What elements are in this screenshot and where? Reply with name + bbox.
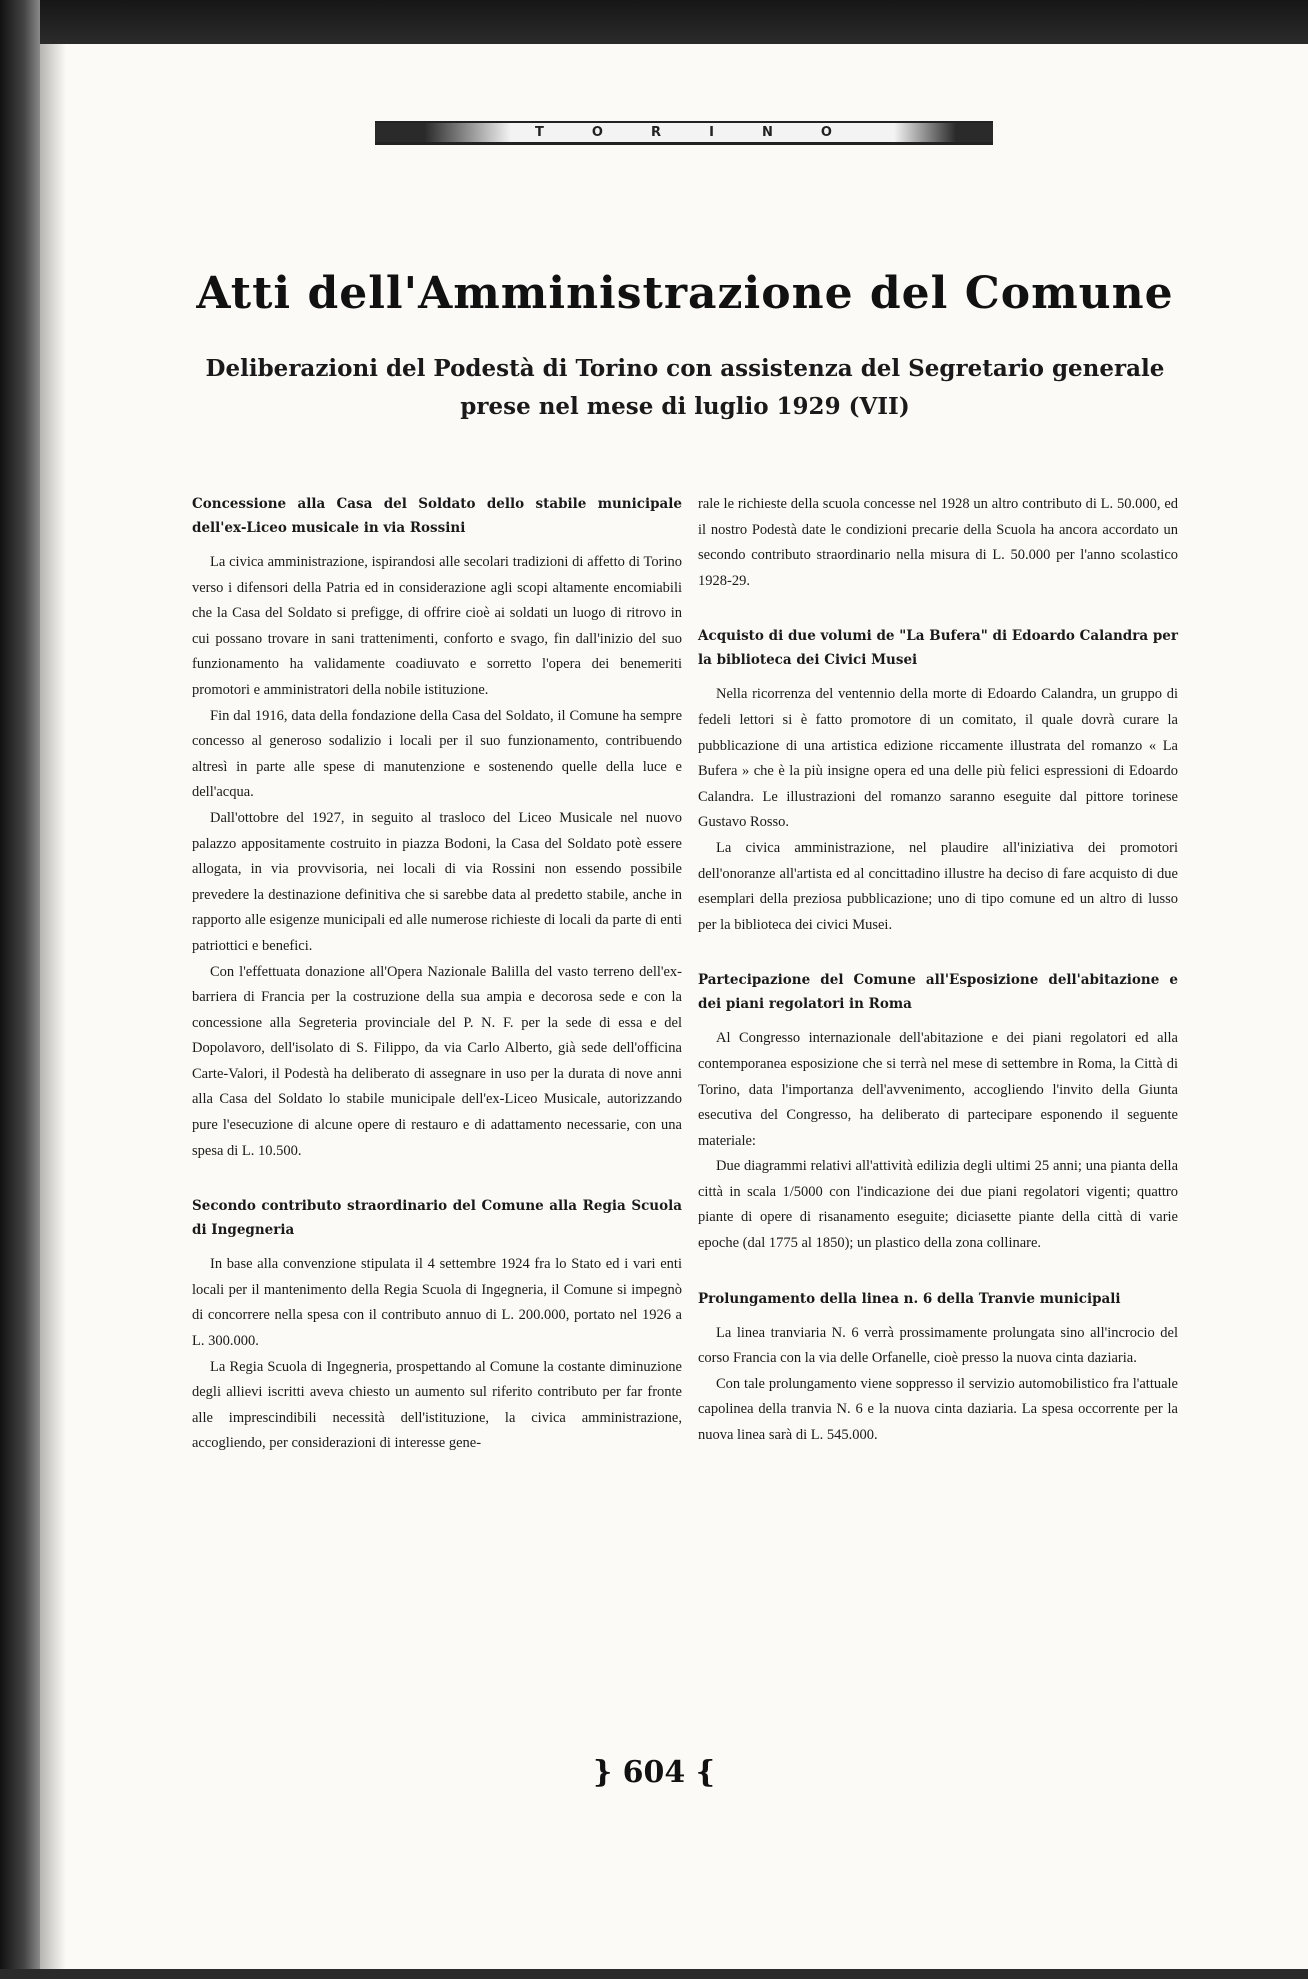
scan-edge-bottom xyxy=(0,1969,1308,1979)
header-letter: O xyxy=(820,125,833,140)
paragraph: La linea tranviaria N. 6 verrà prossimamente prolungata sino all'incrocio del corso Francia con la via delle Orfanelle, cioè presso la nuova cinta daziaria. xyxy=(698,1324,1178,1367)
left-column xyxy=(192,492,682,1457)
section-heading: Secondo contributo straordinario del Comune alla Regia Scuola di Ingegneria xyxy=(192,1198,682,1239)
section-heading: Acquisto di due volumi de "La Bufera" di Edoardo Calandra per la biblioteca dei Civici Musei xyxy=(698,628,1178,669)
paragraph: Con tale prolungamento viene soppresso il servizio automobilistico fra l'attuale capolinea della tranvia N. 6 e la nuova cinta daziaria. La spesa occorrente per la nuova linea sarà di L. 545.000. xyxy=(698,1375,1178,1444)
paragraph: In base alla convenzione stipulata il 4 settembre 1924 fra lo Stato ed i vari enti locali per il mantenimento della Regia Scuola di Ingegneria, il Comune si impegnò di concorrere nella spesa con il contributo annuo di L. 200.000, portato nel 1926 a L. 300.000. xyxy=(192,1256,682,1350)
scan-edge-top xyxy=(0,0,1308,44)
page-subtitle xyxy=(190,350,1180,426)
paragraph: La civica amministrazione, ispirandosi alle secolari tradizioni di affetto di Torino verso i difensori della Patria ed in considerazione agli scopi altamente encomiabili che la Casa del Soldato si prefigge, di offrire cioè ai soldati un luogo di ritrovo in cui possano trovare in sani trattenimenti, conforto e svago, fin dall'inizio del suo funzionamento ha validamente coadiuvato e sorretto l'opera dei benemeriti promotori e amministratori della nobile istituzione. xyxy=(192,554,682,698)
paragraph: Dall'ottobre del 1927, in seguito al trasloco del Liceo Musicale nel nuovo palazzo appositamente costruito in piazza Bodoni, la Casa del Soldato potè essere allogata, in via provvisoria, nei locali di via Rossini non essendo possibile prevedere la destinazione definitiva che si sarebbe data al predetto stabile, anche in rapporto alle esigenze municipali ed alle numerose richieste di locali da parte di enti patriottici e benefici. xyxy=(192,809,682,954)
paragraph: Fin dal 1916, data della fondazione della Casa del Soldato, il Comune ha sempre concesso al generoso sodalizio i locali per il suo funzionamento, contribuendo altresì in parte alle spese di manutenzione e sostenendo quelle della luce e dell'acqua. xyxy=(192,707,682,801)
paragraph: La civica amministrazione, nel plaudire all'iniziativa dei promotori dell'onoranze all'artista ed al concittadino illustre ha deciso di fare acquisto di due esemplari della preziosa pubblicazione; uno di tipo comune ed un altro di lusso per la biblioteca dei civici Musei. xyxy=(698,839,1178,933)
header-band xyxy=(375,121,993,145)
section-heading: Prolungamento della linea n. 6 della Tranvie municipali xyxy=(698,1290,1121,1307)
subtitle-line: Deliberazioni del Podestà di Torino con assistenza del Segretario generale xyxy=(205,355,1165,382)
header-letter: I xyxy=(709,125,715,140)
section-heading: Concessione alla Casa del Soldato dello stabile municipale dell'ex-Liceo musicale in via Rossini xyxy=(192,496,682,536)
right-column xyxy=(698,492,1178,1449)
page-number: } 604 { xyxy=(592,1755,716,1790)
section-heading: Partecipazione del Comune all'Esposizione dell'abitazione e dei piani regolatori in Roma xyxy=(698,972,1178,1013)
page-title: Atti dell'Amministrazione del Comune xyxy=(196,268,1174,319)
paragraph-continuation: rale le richieste della scuola concesse nel 1928 un altro contributo di L. 50.000, ed il nostro Podestà date le condizioni precarie della Scuola ha ancora accordato un secondo contributo straordinario nella misura di L. 50.000 per l'anno scolastico 1928-29. xyxy=(698,496,1178,589)
paragraph: Al Congresso internazionale dell'abitazione e dei piani regolatori ed alla contemporanea esposizione che si terrà nel mese di settembre in Roma, la Città di Torino, data l'importanza dell'avvenimento, accogliendo l'invito della Giunta esecutiva del Congresso, ha deliberato di partecipare esponendo il seguente materiale: xyxy=(698,1030,1178,1149)
paragraph: Con l'effettuata donazione all'Opera Nazionale Balilla del vasto terreno dell'ex-barriera di Francia per la costruzione della sua ampia e decorosa sede e con la concessione alla Segreteria provinciale del P. N. F. per la sede di essa e del Dopolavoro, dell'isolato di S. Filippo, da via Carlo Alberto, già sede dell'officina Carte-Valori, il Podestà ha deliberato di assegnare in uso per la durata di nove anni alla Casa del Soldato lo stabile municipale dell'ex-Liceo Musicale, autorizzando pure l'esecuzione di alcune opere di restauro e di adattamento necessarie, con una spesa di L. 10.500. xyxy=(192,963,682,1159)
binding-shadow xyxy=(40,44,66,1969)
header-letter: T xyxy=(535,125,545,140)
paragraph: Due diagrammi relativi all'attività edilizia degli ultimi 25 anni; una pianta della città in scala 1/5000 con l'indicazione dei due piani regolatori vigenti; quattro piante di opere di risanamento eseguite; diciasette piante della città di varie epoche (dal 1775 al 1850); un plastico della zona collinare. xyxy=(698,1158,1178,1252)
scan-edge-left xyxy=(0,0,40,1979)
paragraph: Nella ricorrenza del ventennio della morte di Edoardo Calandra, un gruppo di fedeli lettori si è fatto promotore di un comitato, il quale dovrà curare la pubblicazione di una artistica edizione riccamente illustrata del romanzo « La Bufera » che è la più insigne opera ed una delle più felici espressioni di Edoardo Calandra. Le illustrazioni del romanzo saranno eseguite dal pittore torinese Gustavo Rosso. xyxy=(698,686,1178,831)
subtitle-line: prese nel mese di luglio 1929 (VII) xyxy=(460,393,910,420)
header-letter: O xyxy=(591,125,604,140)
paragraph: La Regia Scuola di Ingegneria, prospettando al Comune la costante diminuzione degli allievi iscritti aveva chiesto un aumento sul riferito contributo per far fronte alle imprescindibili necessità dell'istituzione, la civica amministrazione, accogliendo, per considerazioni di interesse gene- xyxy=(192,1358,682,1452)
header-letter: R xyxy=(651,125,663,140)
header-letter: N xyxy=(761,125,774,140)
